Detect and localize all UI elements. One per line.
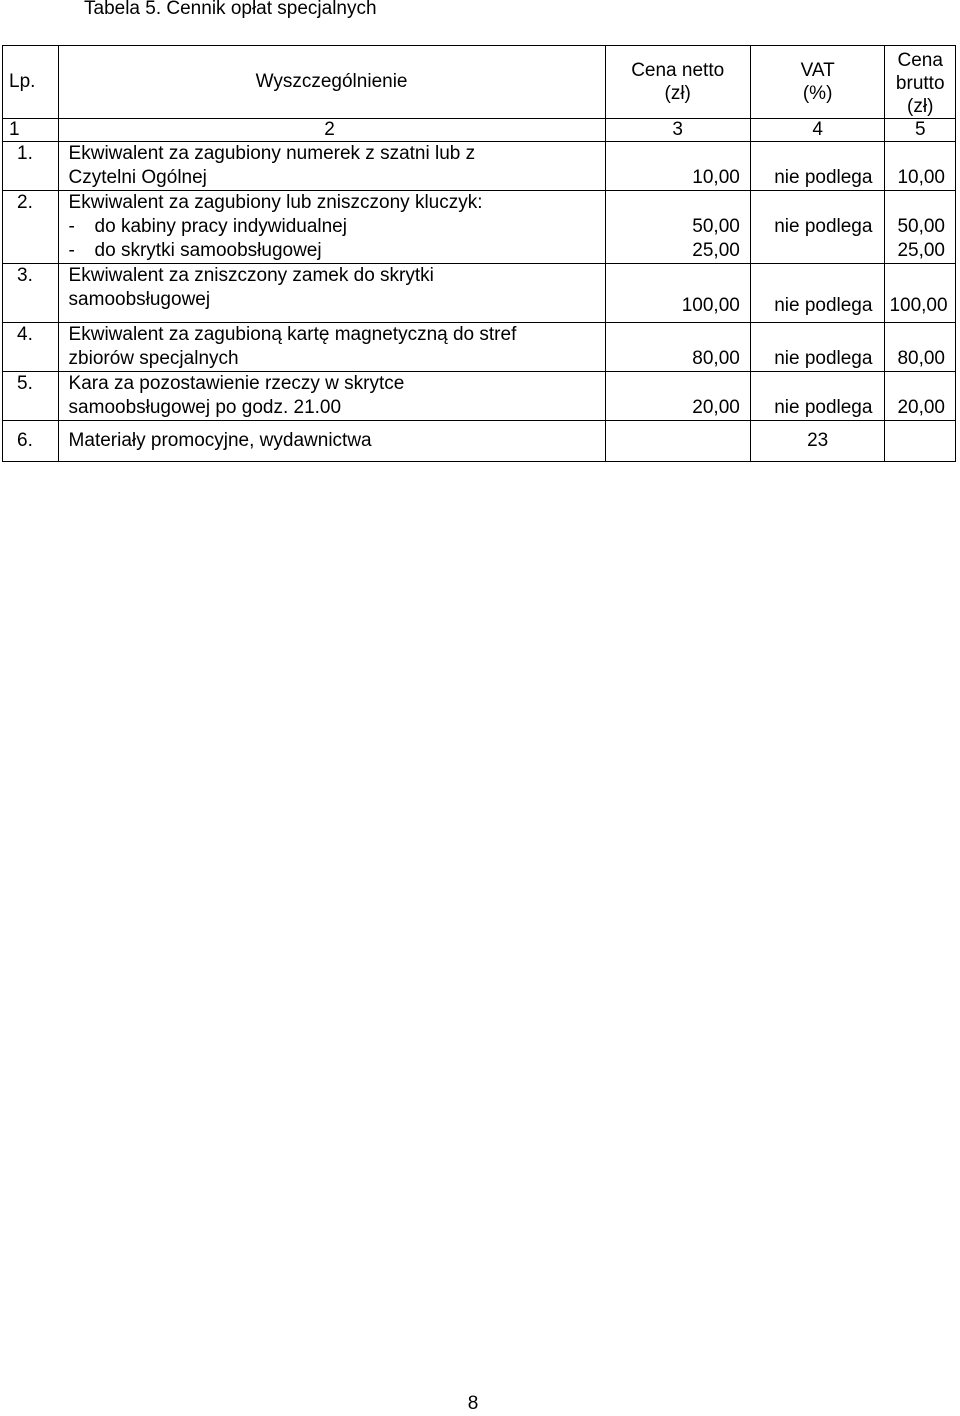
column-number: 5	[885, 119, 956, 142]
row-net-price	[605, 142, 750, 191]
row-description	[58, 142, 605, 191]
header-gross-line3: (zł)	[907, 95, 934, 117]
row-vat	[750, 191, 885, 264]
row-lp: 5.	[3, 372, 59, 421]
row-gross-price	[885, 372, 956, 421]
row-net-price	[605, 191, 750, 264]
gross-value: 100,00	[889, 295, 948, 316]
sub-item	[69, 215, 601, 239]
row-gross-price	[885, 421, 956, 462]
vat-value: nie podlega	[774, 167, 873, 188]
row-vat: 23	[750, 421, 885, 462]
gross-value: 20,00	[897, 397, 945, 418]
sub-item	[69, 239, 601, 263]
row-vat	[750, 372, 885, 421]
row-description	[58, 372, 605, 421]
table-row	[3, 264, 956, 323]
row-description	[58, 264, 605, 323]
header-gross-line1: Cena	[897, 49, 943, 71]
row-description	[58, 421, 605, 462]
header-vat-line1: VAT	[800, 60, 835, 81]
page-number-text: 8	[467, 1393, 479, 1414]
sub-item-label: do skrytki samoobsługowej	[94, 240, 322, 261]
row-lp: 6.	[3, 421, 59, 462]
special-fees-table	[2, 45, 956, 462]
header-net-line1: Cena netto	[631, 60, 725, 81]
row-lp: 1.	[3, 142, 59, 191]
row-lp: 2.	[3, 191, 59, 264]
row-description	[58, 323, 605, 372]
gross-value: 25,00	[897, 240, 945, 261]
description-line: Materiały promocyjne, wydawnictwa	[68, 430, 372, 451]
header-gross-price	[885, 46, 956, 119]
row-lp: 4.	[3, 323, 59, 372]
column-number: 1	[3, 119, 59, 142]
row-description	[58, 191, 605, 264]
net-value: 80,00	[692, 348, 740, 369]
row-net-price	[605, 372, 750, 421]
description-line: Kara za pozostawienie rzeczy w skrytce	[68, 373, 405, 394]
row-vat	[750, 264, 885, 323]
table-row	[3, 421, 956, 462]
header-net-line2: (zł)	[664, 83, 691, 104]
row-gross-price	[885, 323, 956, 372]
net-value: 25,00	[692, 240, 740, 261]
row-lp: 3.	[3, 264, 59, 323]
table-row	[3, 191, 956, 264]
page-number	[0, 1392, 960, 1416]
column-number: 2	[58, 119, 605, 142]
vat-value: nie podlega	[774, 348, 873, 369]
row-gross-price	[885, 191, 956, 264]
sub-item-dash: -	[68, 216, 75, 237]
table-row	[3, 372, 956, 421]
sub-item-label: do kabiny pracy indywidualnej	[94, 216, 347, 237]
net-value: 50,00	[692, 216, 740, 237]
header-vat-line2: (%)	[802, 83, 833, 104]
table-header-row	[3, 46, 956, 119]
description-line: Czytelni Ogólnej	[68, 167, 207, 188]
row-vat	[750, 323, 885, 372]
sub-item-dash: -	[68, 240, 75, 261]
gross-value: 10,00	[897, 167, 945, 188]
description-line: samoobsługowej po godz. 21.00	[68, 397, 342, 418]
column-number-row	[3, 119, 956, 142]
header-vat	[750, 46, 885, 119]
net-value: 10,00	[692, 167, 740, 188]
row-net-price	[605, 264, 750, 323]
table-row	[3, 323, 956, 372]
net-value: 100,00	[681, 295, 740, 316]
table-caption: Tabela 5. Cennik opłat specjalnych	[84, 0, 377, 19]
description-line: Ekwiwalent za zagubiony lub zniszczony kluczyk:	[68, 192, 483, 213]
vat-value: nie podlega	[774, 295, 873, 316]
header-gross-line2: brutto	[895, 72, 945, 94]
header-net-price	[605, 46, 750, 119]
header-description: Wyszczególnienie	[58, 46, 605, 119]
row-net-price	[605, 421, 750, 462]
column-number: 4	[750, 119, 885, 142]
net-value: 20,00	[692, 397, 740, 418]
header-lp: Lp.	[3, 46, 59, 119]
gross-value: 50,00	[897, 216, 945, 237]
row-gross-price	[885, 264, 956, 323]
description-line: Ekwiwalent za zniszczony zamek do skrytki	[68, 265, 434, 286]
description-line: zbiorów specjalnych	[68, 348, 239, 369]
column-number: 3	[605, 119, 750, 142]
vat-value: nie podlega	[774, 397, 873, 418]
description-line: Ekwiwalent za zagubioną kartę magnetyczną do stref	[68, 324, 517, 345]
row-net-price	[605, 323, 750, 372]
gross-value: 80,00	[897, 348, 945, 369]
vat-value: nie podlega	[774, 216, 873, 237]
row-gross-price	[885, 142, 956, 191]
row-vat	[750, 142, 885, 191]
description-line: samoobsługowej	[68, 289, 211, 310]
table-row	[3, 142, 956, 191]
description-line: Ekwiwalent za zagubiony numerek z szatni lub z	[68, 143, 476, 164]
